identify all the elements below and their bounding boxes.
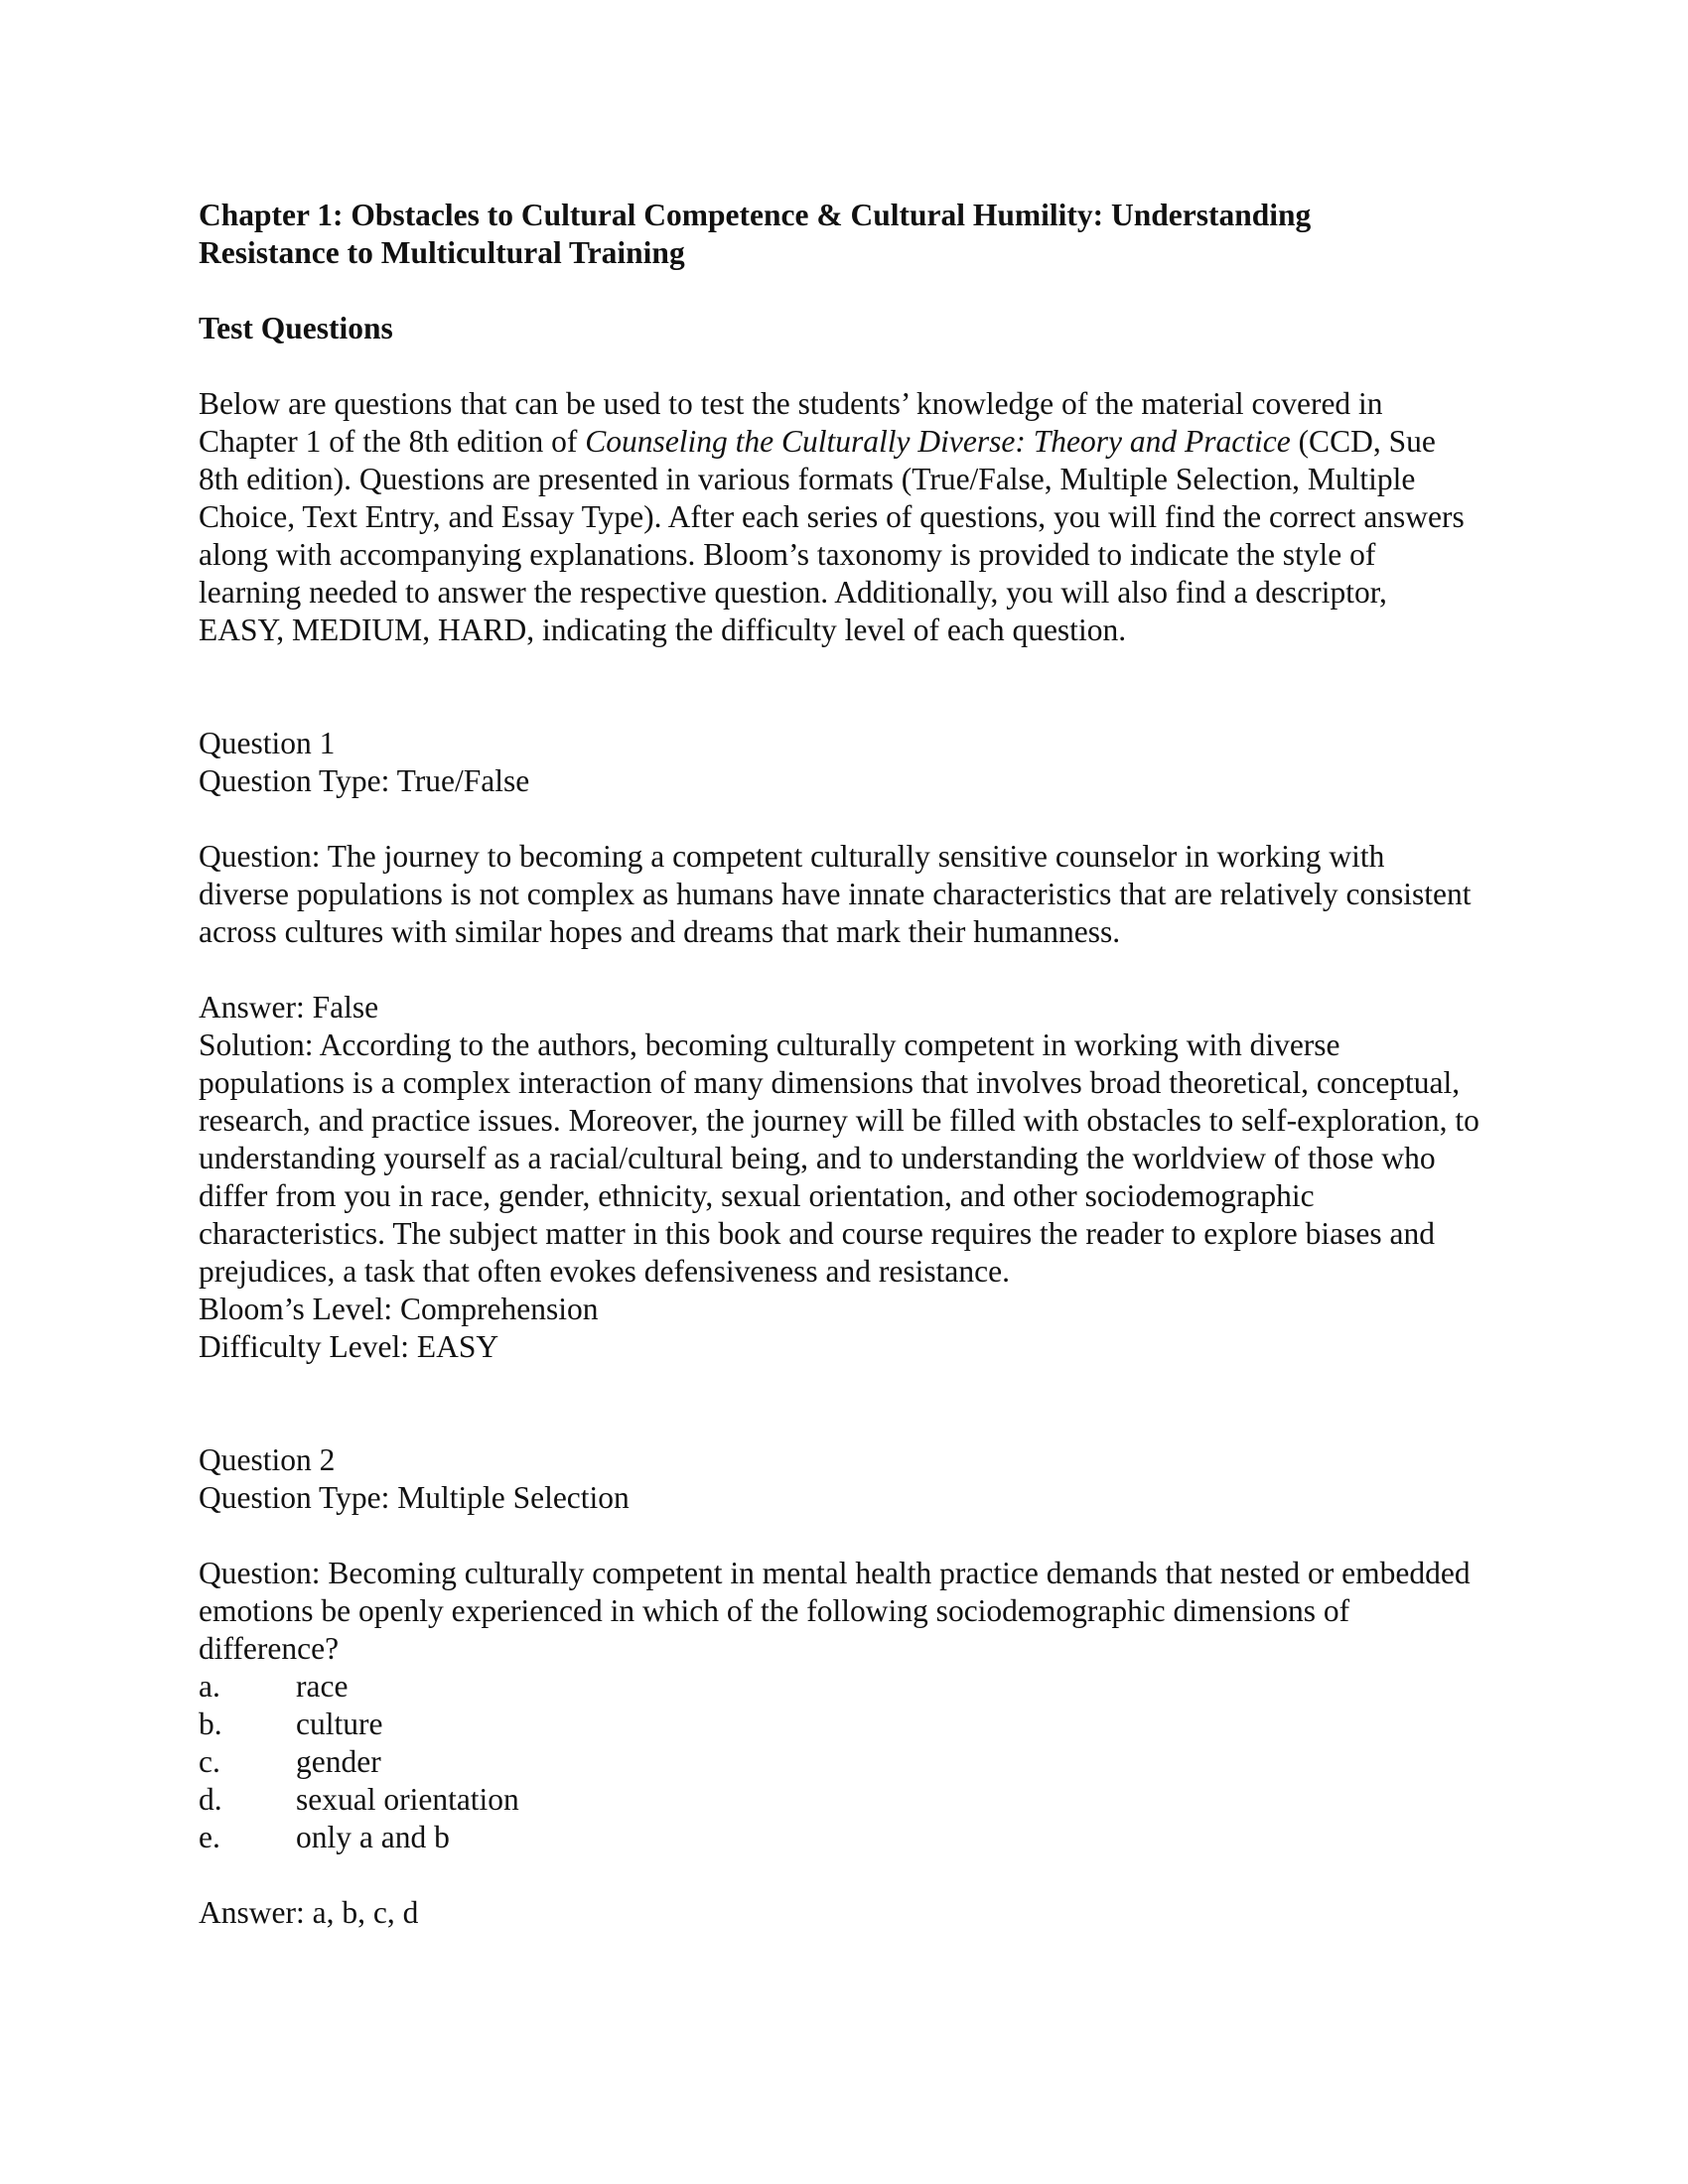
book-title: Counseling the Culturally Diverse: Theory and Practice xyxy=(585,424,1291,459)
solution: Solution: According to the authors, becoming culturally competent in working with diverse populations is a complex interaction of many dimensions that involves broad theoretical, conceptual, research, and practice issues. Moreover, the journey will be filled with obstacles to self-exploration, to understanding yourself as a racial/cultural being, and to understanding the worldview of those who differ from you in race, gender, ethnicity, sexual orientation, and other sociodemographic characteristics. The subject matter in this book and course requires the reader to explore biases and prejudices, a task that often evokes defensiveness and resistance. xyxy=(199,1027,1479,1289)
option-letter: a. xyxy=(199,1669,220,1704)
question-number: Question 1 xyxy=(199,726,336,760)
option-a xyxy=(199,1668,1509,1706)
option-text: gender xyxy=(296,1744,381,1779)
option-c xyxy=(199,1743,1509,1781)
intro-paragraph xyxy=(199,385,1479,649)
answer: Answer: a, b, c, d xyxy=(199,1895,419,1930)
document-page xyxy=(199,197,1509,1932)
option-b xyxy=(199,1706,1509,1743)
option-text: sexual orientation xyxy=(296,1782,519,1817)
chapter-title: Chapter 1: Obstacles to Cultural Competence & Cultural Humility: Understanding Resistance to Multicultural Training xyxy=(199,198,1312,270)
option-letter: e. xyxy=(199,1820,220,1854)
option-text: only a and b xyxy=(296,1820,450,1854)
question-type: Question Type: Multiple Selection xyxy=(199,1480,630,1515)
option-letter: d. xyxy=(199,1782,222,1817)
answer: Answer: False xyxy=(199,990,379,1024)
question-1 xyxy=(199,725,1509,1366)
blooms-level: Bloom’s Level: Comprehension xyxy=(199,1292,599,1326)
option-text: culture xyxy=(296,1706,383,1741)
option-letter: c. xyxy=(199,1744,220,1779)
section-heading: Test Questions xyxy=(199,311,393,345)
option-text: race xyxy=(296,1669,349,1704)
question-type: Question Type: True/False xyxy=(199,763,530,798)
difficulty-level: Difficulty Level: EASY xyxy=(199,1329,499,1364)
option-d xyxy=(199,1781,1509,1819)
question-number: Question 2 xyxy=(199,1442,336,1477)
options-list xyxy=(199,1668,1509,1856)
question-text: Question: Becoming culturally competent in mental health practice demands that nested or embedded emotions be openly experienced in which of the following sociodemographic dimensions of difference? xyxy=(199,1556,1471,1666)
question-2 xyxy=(199,1441,1509,1932)
option-e xyxy=(199,1819,1509,1856)
intro-text-start: Below are questions that can be used to test the students’ knowledge of the material covered in Chapter 1 of the 8th edition of xyxy=(199,386,1383,459)
intro-text-end: (CCD, Sue 8th edition). Questions are presented in various formats (True/False, Multiple Selection, Multiple Choice, Text Entry, and Essay Type). After each series of questions, you will find the correct answers along with accompanying explanations. Bloom’s taxonomy is provided to indicate the style of learning needed to answer the respective question. Additionally, you will also find a descriptor, EASY, MEDIUM, HARD, indicating the difficulty level of each question. xyxy=(199,424,1465,647)
question-text: Question: The journey to becoming a competent culturally sensitive counselor in working with diverse populations is not complex as humans have innate characteristics that are relatively consistent across cultures with similar hopes and dreams that mark their humanness. xyxy=(199,839,1472,949)
option-letter: b. xyxy=(199,1706,222,1741)
